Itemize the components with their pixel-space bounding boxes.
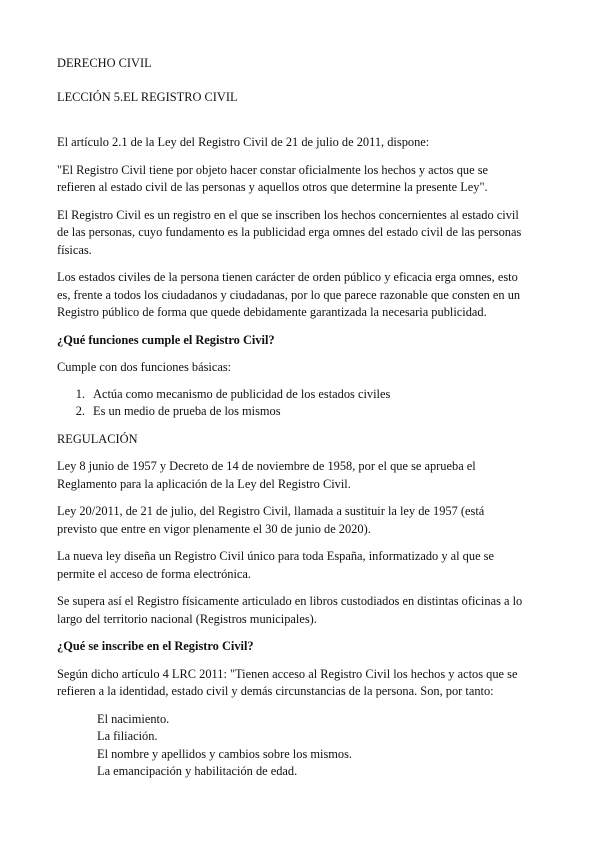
list-item: La filiación. bbox=[97, 729, 158, 744]
list-item: El nacimiento. bbox=[97, 711, 170, 726]
lesson-title: LECCIÓN 5.EL REGISTRO CIVIL bbox=[57, 89, 238, 104]
inscriptions-list bbox=[57, 711, 527, 781]
list-number: 1. bbox=[75, 386, 85, 401]
list-text: Es un medio de prueba de los mismos bbox=[93, 404, 281, 418]
list-item bbox=[57, 386, 527, 404]
paragraph: El artículo 2.1 de la Ley del Registro Civil de 21 de julio de 2011, dispone: bbox=[57, 135, 430, 149]
document-header: DERECHO CIVIL bbox=[57, 56, 152, 70]
paragraph: Cumple con dos funciones básicas: bbox=[57, 360, 232, 374]
paragraph: Ley 20/2011, de 21 de julio, del Registro Civil, llamada a sustituir la ley de 1957 (está previsto que entre en vigor plenamente el 30 de junio de 2020). bbox=[57, 504, 485, 536]
list-number: 2. bbox=[75, 404, 85, 418]
list-item bbox=[57, 403, 527, 421]
document-page bbox=[57, 52, 527, 781]
section-question: ¿Qué se inscribe en el Registro Civil? bbox=[57, 639, 254, 653]
list-item: La emancipación y habilitación de edad. bbox=[97, 764, 298, 779]
list-item: El nombre y apellidos y cambios sobre los mismos. bbox=[97, 746, 353, 761]
quote-paragraph: "El Registro Civil tiene por objeto hacer constar oficialmente los hechos y actos que se refieren al estado civil de las personas y aquellos otros que determine la presente Ley". bbox=[57, 162, 489, 194]
functions-list bbox=[57, 386, 527, 421]
list-text: Actúa como mecanismo de publicidad de los estados civiles bbox=[93, 386, 391, 401]
section-question: ¿Qué funciones cumple el Registro Civil? bbox=[57, 332, 275, 347]
section-heading: REGULACIÓN bbox=[57, 431, 138, 446]
paragraph: Ley 8 junio de 1957 y Decreto de 14 de noviembre de 1958, por el que se aprueba el Reglamento para la aplicación de la Ley del Registro Civil. bbox=[57, 459, 476, 491]
paragraph: El Registro Civil es un registro en el que se inscriben los hechos concernientes al estado civil de las personas, cuyo fundamento es la publicidad erga omnes del estado civil de las personas físicas. bbox=[57, 207, 522, 257]
paragraph: Se supera así el Registro físicamente articulado en libros custodiados en distintas oficinas a lo largo del territorio nacional (Registros municipales). bbox=[57, 594, 523, 626]
paragraph: Los estados civiles de la persona tienen carácter de orden público y eficacia erga omnes, esto es, frente a todos los ciudadanos y ciudadanas, por lo que parece razonable que consten en un Registro público de forma que quede debidamente garantizada la necesaria publicidad. bbox=[57, 270, 521, 319]
paragraph: Según dicho artículo 4 LRC 2011: "Tienen acceso al Registro Civil los hechos y actos que se refieren a la identidad, estado civil y demás circunstancias de la persona. Son, por tanto: bbox=[57, 666, 518, 698]
paragraph: La nueva ley diseña un Registro Civil único para toda España, informatizado y al que se permite el acceso de forma electrónica. bbox=[57, 549, 494, 581]
